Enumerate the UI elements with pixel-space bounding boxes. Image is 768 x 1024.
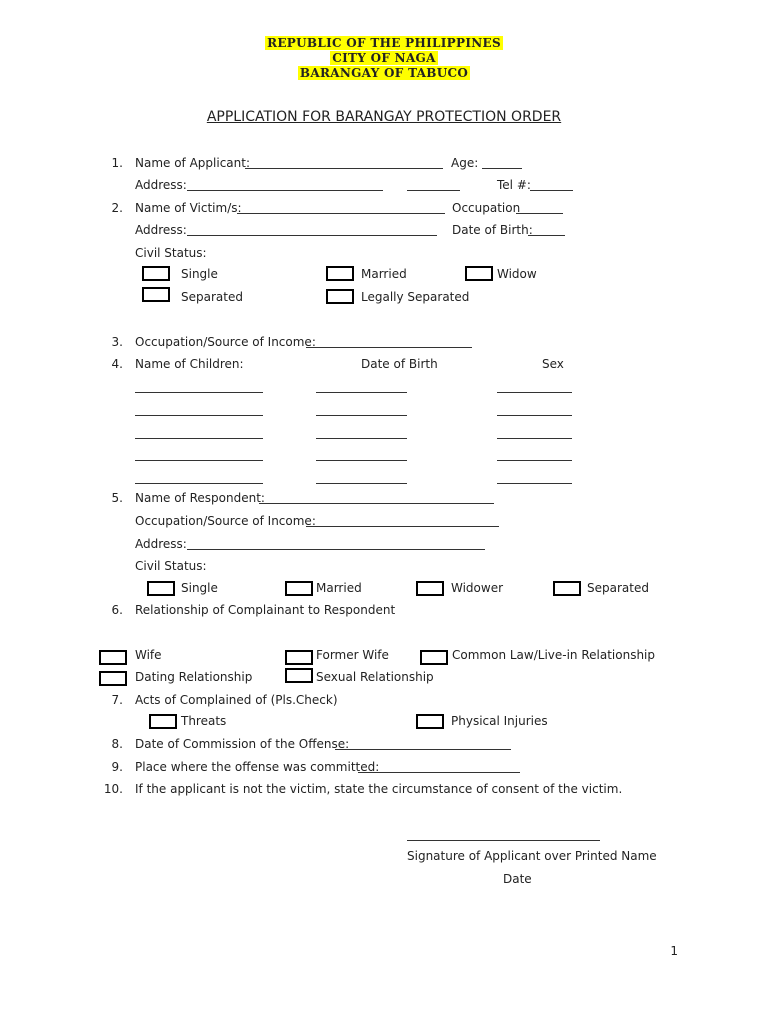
respondent-widower-label: Widower: [451, 581, 504, 595]
respondent-address-label: Address:: [135, 537, 187, 551]
page-title: APPLICATION FOR BARANGAY PROTECTION ORDER: [206, 109, 562, 125]
children-dob-header: Date of Birth: [361, 357, 438, 371]
victim-name-field[interactable]: [237, 213, 445, 214]
item-number-4: 4.: [111, 357, 123, 371]
child-sex-field[interactable]: [497, 415, 572, 416]
relationship-former-wife-label: Former Wife: [316, 648, 389, 662]
victim-single-label: Single: [181, 267, 218, 281]
acts-physical-injuries-label: Physical Injuries: [451, 714, 548, 728]
signature-field[interactable]: [407, 840, 600, 841]
acts-threats-checkbox[interactable]: [149, 714, 177, 729]
tel-label: Tel #:: [497, 178, 531, 192]
tel-field[interactable]: [530, 190, 573, 191]
header-line-3: BARANGAY OF TABUCO: [299, 66, 469, 80]
child-dob-field[interactable]: [316, 460, 407, 461]
relationship-wife-label: Wife: [135, 648, 162, 662]
victim-dob-label: Date of Birth:: [452, 223, 533, 237]
commission-date-field[interactable]: [335, 749, 511, 750]
child-name-field[interactable]: [135, 483, 263, 484]
acts-label: Acts of Complained of (Pls.Check): [135, 693, 338, 707]
applicant-address-field[interactable]: [187, 190, 383, 191]
victim-legally-separated-label: Legally Separated: [361, 290, 470, 304]
victim-occupation-label: Occupation: [452, 201, 521, 215]
acts-threats-label: Threats: [181, 714, 227, 728]
page-number: 1: [670, 944, 678, 958]
offense-place-label: Place where the offense was committed:: [135, 760, 380, 774]
item-number-5: 5.: [111, 491, 123, 505]
respondent-married-checkbox[interactable]: [285, 581, 313, 596]
child-name-field[interactable]: [135, 415, 263, 416]
item-number-7: 7.: [111, 693, 123, 707]
child-name-field[interactable]: [135, 438, 263, 439]
age-field[interactable]: [482, 168, 522, 169]
applicant-address-field-2[interactable]: [407, 190, 460, 191]
income-label: Occupation/Source of Income:: [135, 335, 316, 349]
relationship-former-wife-checkbox[interactable]: [285, 650, 313, 665]
header-line-1: REPUBLIC OF THE PHILIPPINES: [267, 36, 501, 50]
respondent-separated-checkbox[interactable]: [553, 581, 581, 596]
respondent-widower-checkbox[interactable]: [416, 581, 444, 596]
relationship-common-law-checkbox[interactable]: [420, 650, 448, 665]
children-label: Name of Children:: [135, 357, 244, 371]
child-dob-field[interactable]: [316, 438, 407, 439]
relationship-sexual-checkbox[interactable]: [285, 668, 313, 683]
child-sex-field[interactable]: [497, 438, 572, 439]
respondent-occupation-field[interactable]: [306, 526, 499, 527]
victim-name-label: Name of Victim/s:: [135, 201, 242, 215]
signature-label: Signature of Applicant over Printed Name: [407, 849, 657, 863]
relationship-common-law-label: Common Law/Live-in Relationship: [452, 648, 656, 662]
income-field[interactable]: [306, 347, 472, 348]
child-dob-field[interactable]: [316, 392, 407, 393]
applicant-name-field[interactable]: [245, 168, 443, 169]
relationship-label: Relationship of Complainant to Respondent: [135, 603, 396, 617]
respondent-separated-label: Separated: [587, 581, 649, 595]
item-number-2: 2.: [111, 201, 123, 215]
item-number-1: 1.: [111, 156, 123, 170]
respondent-occupation-label: Occupation/Source of Income:: [135, 514, 316, 528]
victim-civil-status-label: Civil Status:: [135, 246, 207, 260]
relationship-dating-label: Dating Relationship: [135, 670, 253, 684]
victim-dob-field[interactable]: [528, 235, 565, 236]
child-sex-field[interactable]: [497, 483, 572, 484]
item-number-10: 10.: [103, 782, 123, 796]
respondent-single-label: Single: [181, 581, 218, 595]
respondent-civil-status-label: Civil Status:: [135, 559, 207, 573]
victim-legally-separated-checkbox[interactable]: [326, 289, 354, 304]
item-number-6: 6.: [111, 603, 123, 617]
offense-place-field[interactable]: [358, 772, 520, 773]
victim-widow-label: Widow: [497, 267, 537, 281]
respondent-name-field[interactable]: [259, 503, 494, 504]
child-dob-field[interactable]: [316, 415, 407, 416]
item-number-9: 9.: [111, 760, 123, 774]
applicant-address-label: Address:: [135, 178, 187, 192]
consent-label: If the applicant is not the victim, state the circumstance of consent of the victim.: [135, 782, 623, 796]
respondent-married-label: Married: [316, 581, 362, 595]
acts-physical-injuries-checkbox[interactable]: [416, 714, 444, 729]
victim-address-label: Address:: [135, 223, 187, 237]
applicant-name-label: Name of Applicant:: [135, 156, 251, 170]
item-number-8: 8.: [111, 737, 123, 751]
respondent-address-field[interactable]: [187, 549, 485, 550]
victim-separated-label: Separated: [181, 290, 243, 304]
victim-married-label: Married: [361, 267, 407, 281]
child-name-field[interactable]: [135, 460, 263, 461]
victim-single-checkbox[interactable]: [142, 266, 170, 281]
respondent-name-label: Name of Respondent:: [135, 491, 265, 505]
victim-occupation-field[interactable]: [516, 213, 563, 214]
child-sex-field[interactable]: [497, 392, 572, 393]
commission-date-label: Date of Commission of the Offense:: [135, 737, 350, 751]
age-label: Age:: [451, 156, 479, 170]
victim-separated-checkbox[interactable]: [142, 287, 170, 302]
children-sex-header: Sex: [542, 357, 564, 371]
item-number-3: 3.: [111, 335, 123, 349]
relationship-dating-checkbox[interactable]: [99, 671, 127, 686]
victim-married-checkbox[interactable]: [326, 266, 354, 281]
relationship-wife-checkbox[interactable]: [99, 650, 127, 665]
victim-address-field[interactable]: [187, 235, 437, 236]
victim-widow-checkbox[interactable]: [465, 266, 493, 281]
relationship-sexual-label: Sexual Relationship: [316, 670, 434, 684]
header-line-2: CITY OF NAGA: [332, 51, 436, 65]
child-name-field[interactable]: [135, 392, 263, 393]
respondent-single-checkbox[interactable]: [147, 581, 175, 596]
child-sex-field[interactable]: [497, 460, 572, 461]
signature-date-label: Date: [503, 872, 532, 886]
child-dob-field[interactable]: [316, 483, 407, 484]
